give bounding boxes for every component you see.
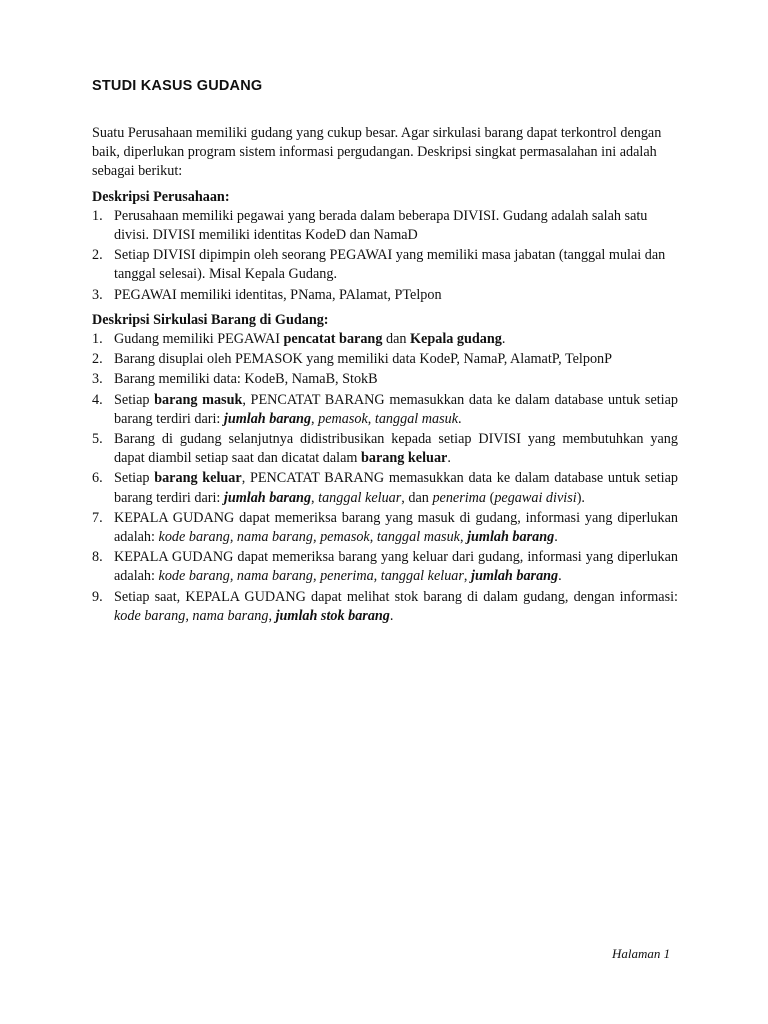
list-number: 2. xyxy=(92,351,103,368)
text-run: , xyxy=(268,607,276,624)
list-number: 3. xyxy=(92,371,103,388)
text-run: , PENCATAT BARANG memasukkan data ke dalam database untuk setiap barang terdiri dari: xyxy=(114,470,678,506)
list-item-text xyxy=(114,370,678,389)
list-item xyxy=(92,207,678,245)
list-item-text: Setiap DIVISI dipimpin oleh seorang PEGAWAI yang memiliki masa jabatan (tanggal mulai dan tanggal selesai). Misal Kepala Gudang. xyxy=(114,247,666,283)
text-run: tanggal keluar xyxy=(318,489,402,506)
list-item xyxy=(92,430,678,468)
text-run: Barang memiliki data: KodeB, NamaB, StokB xyxy=(114,371,378,388)
list-item-text xyxy=(114,430,678,468)
text-run: ). xyxy=(576,489,585,506)
list-item xyxy=(92,370,678,389)
list-item-text xyxy=(114,509,678,547)
list-item xyxy=(92,509,678,547)
document-body xyxy=(92,124,678,632)
text-run: , xyxy=(311,410,319,427)
intro-paragraph: Suatu Perusahaan memiliki gudang yang cukup besar. Agar sirkulasi barang dapat terkontrol dengan baik, diperlukan program sistem informasi pergudangan. Deskripsi singkat permasalahan ini adalah sebagai berikut: xyxy=(92,125,662,180)
text-run: , dan xyxy=(401,489,433,506)
list-item xyxy=(92,330,678,349)
list-number: 1. xyxy=(92,331,103,348)
list-item xyxy=(92,350,678,369)
text-run: tanggal masuk xyxy=(374,410,459,427)
page-number: Halaman 1 xyxy=(612,946,671,961)
text-run: jumlah barang xyxy=(223,410,312,427)
text-run: Gudang memiliki PEGAWAI xyxy=(114,331,284,348)
text-run: Setiap xyxy=(114,391,155,408)
text-run: Barang di gudang selanjutnya didistribusikan kepada setiap DIVISI yang membutuhkan yang dapat diambil setiap saat dan dicatat dalam xyxy=(114,431,678,467)
text-run: kode barang, nama barang, penerima, tanggal keluar xyxy=(158,568,464,585)
text-run: KEPALA GUDANG dapat memeriksa barang yang masuk di gudang, informasi yang diperlukan adalah: xyxy=(114,509,678,546)
text-run: ( xyxy=(486,489,495,506)
list-item-text xyxy=(114,588,678,626)
document-title: STUDI KASUS GUDANG xyxy=(92,78,263,94)
list-item-text xyxy=(114,391,678,429)
list-item xyxy=(92,469,678,507)
list-number: 9. xyxy=(92,588,103,605)
text-run: barang keluar xyxy=(361,450,448,467)
section-heading-sirkulasi: Deskripsi Sirkulasi Barang di Gudang: xyxy=(92,311,329,328)
text-run: Setiap saat, KEPALA GUDANG dapat melihat stok barang di dalam gudang, dengan informasi: xyxy=(114,588,678,605)
list-perusahaan xyxy=(92,207,678,305)
list-item-text: PEGAWAI memiliki identitas, PNama, PAlamat, PTelpon xyxy=(114,286,442,303)
text-run: kode barang, nama barang, pemasok, tanggal masuk xyxy=(158,529,460,546)
text-run: pencatat barang xyxy=(283,331,383,348)
text-run: kode barang, nama barang xyxy=(114,607,269,624)
text-run: , xyxy=(367,410,375,427)
text-run: Kepala gudang xyxy=(410,331,502,348)
text-run: barang keluar xyxy=(154,470,242,487)
list-item xyxy=(92,246,678,284)
text-run: dan xyxy=(382,331,411,348)
list-item-text xyxy=(114,330,678,349)
text-run: KEPALA GUDANG dapat memeriksa barang yang keluar dari gudang, informasi yang diperlukan adalah: xyxy=(114,549,678,585)
list-number: 1. xyxy=(92,207,103,224)
list-number: 8. xyxy=(92,549,103,566)
text-run: jumlah barang xyxy=(467,529,555,546)
list-number: 4. xyxy=(92,391,103,408)
list-item xyxy=(92,391,678,429)
section-heading-perusahaan: Deskripsi Perusahaan: xyxy=(92,188,230,205)
text-run: . xyxy=(447,450,451,467)
text-run: , xyxy=(311,489,319,506)
text-run: . xyxy=(554,529,558,546)
list-item-text xyxy=(114,350,678,369)
list-item-text xyxy=(114,469,678,507)
list-number: 6. xyxy=(92,470,103,487)
text-run: jumlah stok barang xyxy=(275,607,390,624)
text-run: barang masuk xyxy=(154,391,243,408)
text-run: pemasok xyxy=(318,410,368,427)
text-run: jumlah barang xyxy=(471,568,559,585)
text-run: , xyxy=(463,568,472,585)
text-run: Setiap xyxy=(114,470,155,487)
list-item-text xyxy=(114,548,678,586)
text-run: jumlah barang xyxy=(223,489,312,506)
list-item-text: Perusahaan memiliki pegawai yang berada dalam beberapa DIVISI. Gudang adalah salah satu divisi. DIVISI memiliki identitas KodeD dan NamaD xyxy=(114,207,648,244)
text-run: , PENCATAT BARANG memasukkan data ke dalam database untuk setiap barang terdiri dari: xyxy=(114,391,679,427)
list-number: 5. xyxy=(92,431,103,448)
list-number: 7. xyxy=(92,509,103,526)
text-run: . xyxy=(558,568,562,585)
text-run: . xyxy=(458,410,462,427)
text-run: . xyxy=(389,607,394,624)
text-run: penerima xyxy=(432,489,487,506)
list-sirkulasi xyxy=(92,330,678,626)
list-number: 3. xyxy=(92,286,103,303)
text-run: . xyxy=(501,331,506,348)
list-item xyxy=(92,286,678,305)
text-run: pegawai divisi xyxy=(494,489,577,506)
list-item xyxy=(92,548,678,586)
text-run: , xyxy=(459,529,468,546)
text-run: Barang disuplai oleh PEMASOK yang memiliki data KodeP, NamaP, AlamatP, TelponP xyxy=(114,351,613,368)
list-number: 2. xyxy=(92,247,103,264)
list-item xyxy=(92,588,678,626)
